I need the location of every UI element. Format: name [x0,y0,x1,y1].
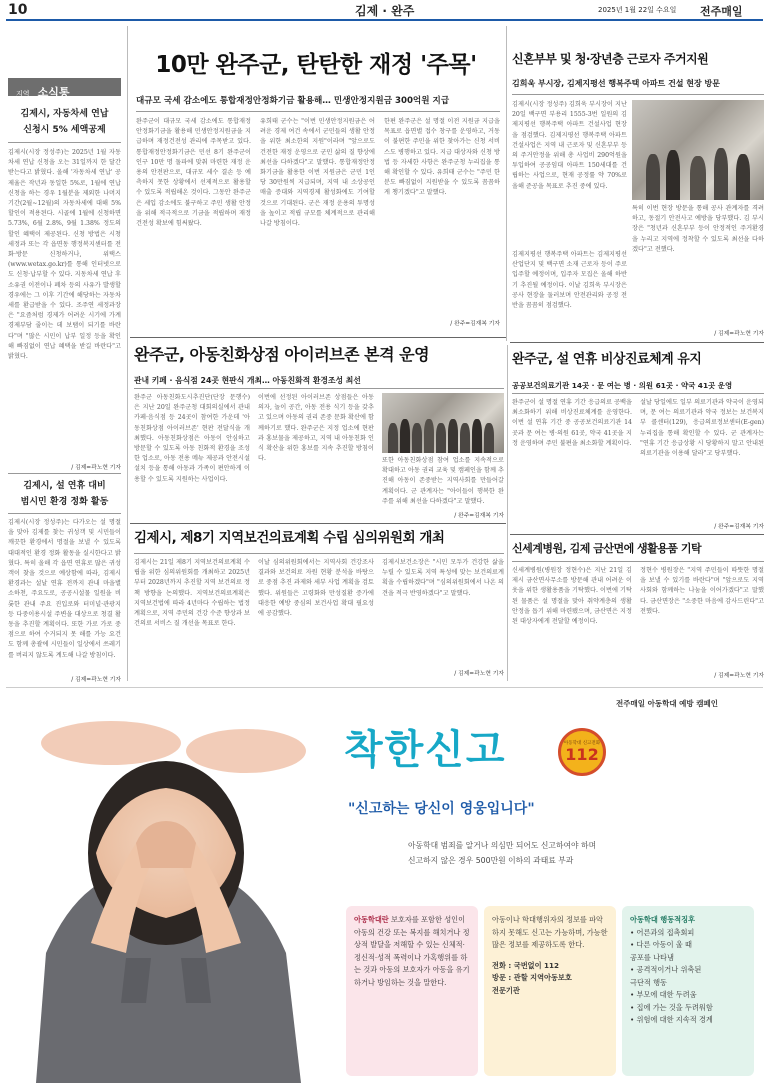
holiday-subheadline: 공공보건의료기관 14곳 · 문 여는 병 · 의원 61곳 · 약국 41곳 운영 [512,381,733,390]
column-divider-left [127,26,128,681]
ad-112-badge [558,728,606,776]
ad-badge-caption: 아동학대 신고전화 [563,741,601,746]
newlywed-byline: / 김제=곽노현 기자 [714,331,764,337]
childfriendly-subheadline: 관내 키페 · 음식점 24곳 현판식 개최… 아동친화적 환경조성 최선 [134,376,361,385]
brief1-headline-line2: 신청시 5% 세액공제 [23,125,106,135]
brief2-headline-line2: 범시민 환경 정화 활동 [20,497,109,507]
brief-divider [8,473,121,474]
childfriendly-photo [382,393,504,453]
ad-box-signs-item: • 공격적이거나 위축된 [630,965,702,974]
ad-box-signs-item: 공포를 나타냄 [630,952,674,962]
newlywed-rule [512,94,764,95]
healthplan-body-col2: 이날 심의위원회에서는 지역사회 건강조사 결과와 보건의료 자원 현황 분석을 바탕으로 중점 추진 과제와 세부 사업 계획을 검토했다. 위원들은 고령화와 만성질환 증가에 대응한 예방 중심의 보건사업 확대 필요성에 공감했다. [258,559,374,618]
main-headline: 10만 완주군, 탄탄한 재정 '주목' [155,52,477,78]
ad-box-signs [622,906,754,1076]
news-brief-label [8,78,121,99]
issue-date: 2025년 1월 22일 수요일 [598,6,677,14]
newlywed-body-top: 김제시(시장 정성주) 김희욱 부시장이 지난 20일 백구면 부용리 1555-3번 일원의 김제지평선 행복주택 아파트 건설사업 현장을 점검했다. 김제지평선 행복주택 아파트 건설사업은 지역 내 근로자 및 신혼부부 등의 주거안정을 위해 총 사업비 290억원을 투입하여 공공임대 아파트 150세대를 건립하는 사업으로, 현재 공정률 약 70%로 올해 준공을 목표로 추진 중에 있다. [512,101,627,190]
section-rule-4 [510,534,764,535]
child-figure-icon [16,703,316,1083]
main-body-col1: 완주군이 대규모 국세 감소에도 통합재정안정화기금을 활용해 민생안정지원금을 지급하며 재정건전성 관리에 주목받고 있다. 통합재정안정화기금은 민선 8기 완주군이 인구 10만 명 돌파에 맞춰 마련한 재정 운용의 안전판으로, 대규모 세수 결손 등 예측하지 못한 상황에서 선제적으로 활용할 수 있도록 적립해온 것이다. 그동안 완주군은 세입 감소에도 불구하고 주민 생활 안정을 위해 적극적으로 기금을 적립하며 재정 건전성 확보에 힘써왔다. [136,118,251,228]
news-brief-prefix: 지역 [16,90,30,98]
ad-title: 착한신고 [344,727,507,773]
sinsegye-headline: 신세계병원, 김제 금산면에 생활용품 기탁 [512,542,702,555]
childfriendly-headline: 완주군, 아동친화상점 아이러브존 본격 운영 [134,345,430,364]
section-title: 김제 · 완주 [355,4,415,18]
healthplan-rule [134,553,504,554]
column-divider-right [506,26,507,341]
newlywed-headline: 신혼부부 및 청·장년층 근로자 주거지원 [512,52,709,66]
sinsegye-byline: / 김제=곽노현 기자 [714,673,764,679]
page-number: 10 [8,2,28,18]
ad-campaign: 전주매일 아동학대 예방 캠페인 [616,699,719,708]
column-divider-right-lower [507,345,508,681]
brief1-headline-line1: 김제시, 자동차세 연납 [20,109,109,119]
ad-notice-2: 신고하지 않은 경우 500만원 이하의 과태료 부과 [408,856,574,865]
ad-box-signs-item: • 집에 가는 것을 두려워함 [630,1002,713,1012]
ad-notice-1: 아동학대 범죄를 알거나 의심만 되어도 신고하여야 하며 [408,841,597,850]
crying-child-illustration [16,703,316,1083]
news-brief-title: 소식통 [37,86,70,99]
healthplan-headline: 김제시, 제8기 지역보건의료계획 수립 심의위원회 개최 [134,530,445,546]
ad-slogan: "신고하는 당신이 영웅입니다" [348,801,535,817]
holiday-rule [512,393,764,394]
ad-box-report [484,906,616,1076]
ad-box-report-visit: 방문 : 관할 지역아동보호 [492,973,572,982]
childfriendly-body-col1: 완주군 아동친화도시추진단(단장 문행수)은 지난 20일 완주군청 대회의실에서 관내 카페·음식점 등 24곳이 참여한 가운데 '아동친화상점 아이러브존' 현판 전달식을 개최했다. 아동친화상점은 아동이 안심하고 방문할 수 있도록 아동 친화적 환경을 조성한 업소로, 아동 전용 메뉴 제공과 안전시설 설치 등을 통해 아동과 가족이 편안하게 이용할 수 있도록 지원하는 사업이다. [134,394,250,483]
ad-box-definition-text: 보호자를 포함한 성인이 아동의 건강 또는 복지를 해치거나 정상적 발달을 저해할 수 있는 신체적·정신적·성적 폭력이나 가혹행위를 하는 것과 아동의 보호자가 아동을 유기하거나 방임하는 것을 말한다. [354,915,470,987]
newlywed-photo [632,100,764,200]
newlywed-body-bottom-right: 특히 이번 현장 방문을 통해 공사 관계자를 격려하고, 동절기 안전사고 예방을 당부했다. 김 부시장은 "청년과 신혼부부 등이 안정적인 주거환경을 누리고 지역에 정착할 수 있도록 최선을 다하겠다"고 전했다. [632,205,764,253]
ad-box-signs-item: • 위험에 대한 지속적 경계 [630,1015,713,1024]
ad-box-signs-title: 아동학대 행동적징후 [630,915,695,924]
ad-box-definition [346,906,478,1076]
healthplan-body-col1: 김제시는 21일 제8기 지역보건의료계획 수립을 위한 심의위원회를 개최하고 2025년부터 2028년까지 추진할 지역 보건의료 정책 방향을 논의했다. 지역보건의료계획은 지역보건법에 따라 4년마다 수립하는 법정 계획으로, 지역 주민의 건강 수준 향상과 보건의료 서비스 질 개선을 목표로 한다. [134,559,250,628]
childfriendly-rule [134,388,504,389]
main-body-col2: 유희태 군수는 "이번 민생안정지원금은 어려운 경제 여건 속에서 군민들의 생활 안정을 위한 최소한의 지원"이라며 "앞으로도 건전한 재정 운영으로 군민 삶의 질 향상에 최선을 다하겠다"고 말했다. 통합재정안정화기금을 활용한 이번 지원금은 군민 1인당 30만원씩 지급되며, 지역 내 소상공인 매출 증대와 지역경제 활성화에도 기여할 것으로 기대된다. 군은 재정 운용의 투명성을 높이고 적립 규모를 체계적으로 관리해 나갈 방침이다. [260,118,375,228]
healthplan-body-col3: 김제시보건소장은 "시민 모두가 건강한 삶을 누릴 수 있도록 지역 특성에 맞는 보건의료계획을 수립하겠다"며 "심의위원회에서 나온 의견을 적극 반영하겠다"고 말했다. [382,559,504,597]
brief2-headline-line1: 김제시, 설 연휴 대비 [23,481,106,491]
brief2-rule [8,513,121,514]
newlywed-subheadline: 김희욱 부시장, 김제지평선 행복주택 아파트 건설 현장 방문 [512,79,721,88]
brief1-byline: / 김제=곽노현 기자 [71,465,121,471]
child-abuse-ad [6,687,763,1085]
childfriendly-byline: / 완주=김재복 기자 [454,513,504,519]
brief1-body: 김제시(시장 정성주)는 2025년 1월 자동차세 연납 신청을 오는 31일까지 한 달간 받는다고 밝혔다. 올해 '자동차세 연납' 공제율은 작년과 동일한 5%로, 1월에 연납 신청을 하는 경우 1월분을 제외한 나머지 기간(2월~12월)의 자동차세에 대해 5% 할인이 적용된다. 시골에 1월에 신청하면 5.73%, 6월 2.8%, 9월 1.38% 정도의 할인 혜택이 제공된다. 신청 방법은 시청 세정과 또는 각 읍면동 행정복지센터를 전화·방문 신청하거나, 위택스(www.wetax.go.kr)를 통해 인터넷으로도 신청·납부할 수 있다. 지동차세 연납 후 소유권 이전이나 폐차 등의 사유가 발생할 경우에는 그 이후 기간에 해당하는 자동차세를 환급받을 수 있다. 조주연 세정과장은 "요즘처럼 경제가 어려운 시기에 가계경제부담 줄이는 데 보탬이 되기를 바란다"며 "많은 시민이 납부 일정 등을 확인해 빠짐없이 연납 혜택을 받길 바란다"고 밝혔다. [8,149,121,361]
main-body-col3: 한편 완주군은 설 명절 이전 지원금 지급을 목표로 읍면별 접수 창구를 운영하고, 거동이 불편한 주민을 위한 찾아가는 신청 서비스도 병행하고 있다. 지급 대상자와 신청 방법 등 자세한 사항은 완주군청 누리집을 통해 확인할 수 있다. 유희태 군수는 "주민 한 분도 빠짐없이 지원받을 수 있도록 꼼꼼하게 챙기겠다"고 말했다. [384,118,500,197]
sinsegye-body-col2: 정현수 병원장은 "지역 주민들이 따뜻한 명절을 보낼 수 있기를 바란다"며 "앞으로도 지역사회와 함께하는 나눔을 이어가겠다"고 말했다. 금산면장은 "소중한 마음에 감사드린다"고 전했다. [640,567,764,615]
section-rule-1 [130,337,506,338]
ad-box-report-phone: 전화 : 국번없이 112 [492,960,560,970]
brief1-headline [8,106,121,138]
brief1-rule [8,142,121,143]
childfriendly-body-col2: 이번에 선정된 아이러브존 상점들은 아동 의자, 놀이 공간, 아동 전용 식기 등을 갖추고 있으며 아동의 권리 존중 문화 확산에 함께하기로 했다. 완주군은 지정 업소에 현판과 홍보물을 제공하고, 지역 내 아동친화 인식 확산을 위한 홍보를 지속 추진할 방침이다. [258,394,374,463]
ad-box-signs-item: • 다른 아동이 울 때 [630,940,692,949]
brief2-headline [8,478,121,510]
ad-badge-number: 112 [565,745,599,764]
header-rule [6,19,763,21]
ad-box-signs-item: • 부모에 대한 두려움 [630,990,697,999]
holiday-headline: 완주군, 설 연휴 비상진료체계 유지 [512,352,702,367]
sinsegye-body-col1: 신세계병원(병원장 정현수)은 지난 21일 김제시 금산면사무소를 방문해 관내 어려운 이웃을 위한 생활용품을 기탁했다. 이번에 기탁된 물품은 설 명절을 맞아 취약계층의 생활 안정을 돕기 위해 마련됐으며, 금산면은 지정된 대상자에게 전달할 예정이다. [512,567,632,626]
ad-box-signs-item: • 어른과의 접촉회피 [630,927,695,937]
ad-box-report-text: 아동이나 학대행위자의 정보를 파악하지 못해도 신고는 가능하며, 가능한 많은 정보를 제공하도록 한다. [492,915,608,949]
main-byline: / 완주=김재복 기자 [450,321,500,327]
section-rule-2 [510,342,764,343]
childfriendly-body-col3: 또한 아동친화상점 참여 업소를 지속적으로 확대하고 아동 권리 교육 및 캠페인을 함께 추진해 아동이 존중받는 지역사회를 만들어갈 계획이다. 군 관계자는 "아이들이 행복한 완주를 위해 최선을 다하겠다"고 말했다. [382,457,504,505]
main-subheadline: 대규모 국세 감소에도 통합재정안정화기금 활용해… 민생안정지원금 300억원 지급 [136,96,450,106]
main-rule [136,111,500,112]
healthplan-byline: / 김제=곽노현 기자 [454,671,504,677]
newlywed-body-bottom-left: 김제지평선 행복주택 아파트는 김제지평선 산업단지 및 백구면 소재 근로자 등이 주로 입주할 예정이며, 입주자 모집은 올해 하반기 추진될 예정이다. 이날 김희욱 부시장은 공사 현장을 둘러보며 안전관리와 공정 전반을 꼼꼼히 점검했다. [512,251,627,310]
brief2-body: 김제시(시장 정성주)는 다가오는 설 명절을 맞아 김제를 찾는 귀성객 및 시민들이 깨끗한 환경에서 명절을 보낼 수 있도록 대대적인 환경 정화 활동을 실시한다고 밝혔다. 특히 올해 각 읍면 연휴로 많은 귀성객이 찾을 것으로 예상함에 따라, 김제시 환경과는 설날 연휴 전까지 관내 마을별 소하천, 주요도로, 공공시설물 일원을 비롯한 관내 주요 진입로와 터미널·관광지 등 다중이용시설 주변을 대상으로 청결 활동을 추진할 계획이다. 또한 가로 가로 중점으로 하여 수거되지 못 해를 가능 요건도 함께 총괄에 시민들이 일상에서 쓰레기를 버리지 않도록 계도해 나갈 방침이다. [8,519,121,659]
holiday-byline: / 완주=김재복 기자 [714,524,764,530]
sinsegye-rule [512,561,764,562]
section-rule-3 [130,523,506,524]
ad-box-definition-title: 아동학대란 [354,915,389,924]
ad-box-signs-item: 극단적 행동 [630,977,668,987]
ad-box-report-visit-2: 전문기관 [492,985,520,995]
holiday-body-col1: 완주군이 설 명절 연휴 기간 응급의료 공백을 최소화하기 위해 비상진료체계를 운영한다. 이번 설 연휴 기간 중 공공보건의료기관 14곳과 문 여는 병·의원 61곳, 약국 41곳을 지정 운영하며 주민 불편을 최소화할 계획이다. [512,399,632,447]
newspaper-brand: 전주매일 [700,5,743,18]
brief2-byline: / 김제=곽노현 기자 [71,677,121,683]
holiday-body-col2: 설날 당일에도 일부 의료기관과 약국이 운영되며, 문 여는 의료기관과 약국 정보는 보건복지부 콜센터(129), 응급의료정보센터(E-gen) 누리집을 통해 확인할 수 있다. 군 관계자는 "연휴 기간 응급상황 시 당황하지 말고 안내된 의료기관을 이용해 달라"고 당부했다. [640,399,764,458]
